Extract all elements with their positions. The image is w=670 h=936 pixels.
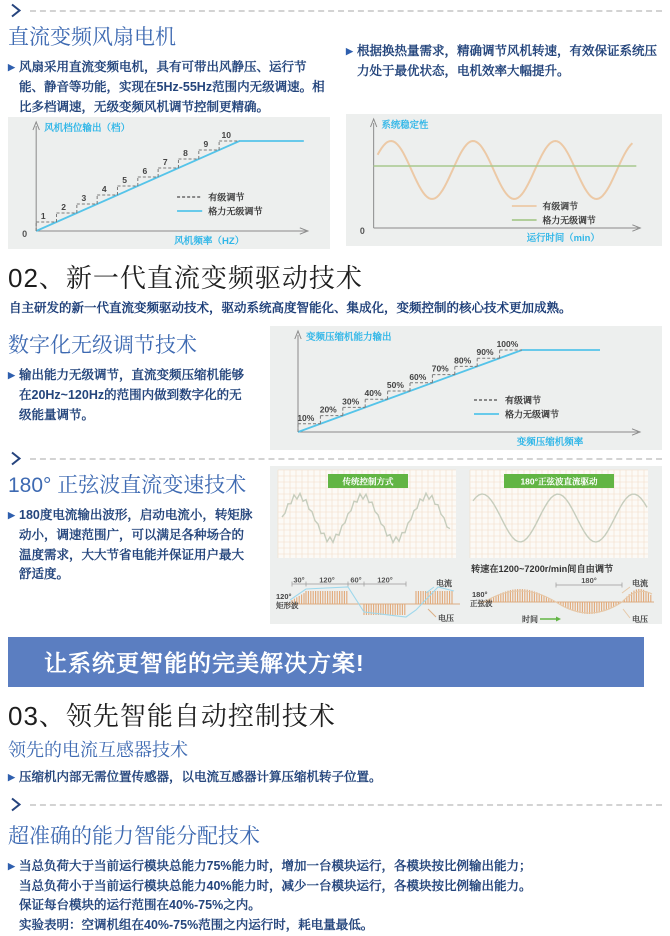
fan-motor-left-paragraph xyxy=(8,58,330,117)
svg-text:6: 6 xyxy=(142,166,148,176)
svg-text:格力无级调节: 格力无级调节 xyxy=(208,206,263,217)
svg-text:20%: 20% xyxy=(319,404,337,415)
svg-text:100%: 100% xyxy=(496,339,519,349)
svg-text:2: 2 xyxy=(61,202,66,212)
svg-text:1: 1 xyxy=(40,211,46,221)
digital-text-column xyxy=(8,326,254,450)
svg-text:40%: 40% xyxy=(364,388,382,399)
svg-text:60%: 60% xyxy=(409,371,427,382)
fan-step-chart xyxy=(8,117,330,249)
svg-text:120°: 120° xyxy=(319,575,335,585)
bullet-arrow-icon: ▶ xyxy=(8,510,15,520)
digital-paragraph xyxy=(8,366,254,425)
svg-text:120°: 120° xyxy=(377,575,393,585)
svg-text:4: 4 xyxy=(101,184,107,194)
svg-text:30°: 30° xyxy=(293,575,305,585)
fan-step-chart-panel xyxy=(8,117,330,249)
control-heading: 03、领先智能自动控制技术 xyxy=(8,701,336,731)
drive-tech-heading: 02、新一代直流变频驱动技术 xyxy=(8,263,363,293)
allocation-line: 实验表明：空调机组在40%-75%范围之内运行时，耗电量最低。 xyxy=(19,918,374,932)
svg-text:7: 7 xyxy=(162,157,168,167)
fan-motor-left-column xyxy=(8,18,330,249)
svg-text:格力无级调节: 格力无级调节 xyxy=(505,409,560,420)
fan-motor-right-paragraph xyxy=(346,42,662,82)
dashed-divider xyxy=(30,458,662,460)
svg-text:8: 8 xyxy=(183,148,188,158)
waveform-comparison-panel xyxy=(270,466,662,624)
svg-text:90%: 90% xyxy=(476,347,494,358)
svg-text:电流: 电流 xyxy=(632,579,648,588)
svg-text:80%: 80% xyxy=(454,355,472,366)
mid-separator xyxy=(10,451,662,466)
dashed-divider xyxy=(30,804,662,806)
svg-text:风机频率（HZ）: 风机频率（HZ） xyxy=(174,236,245,247)
digital-text: 输出能力无级调节，直流变频压缩机能够在20Hz~120Hz的范围内做到数字化的无级能量调节。 xyxy=(19,368,245,422)
svg-text:格力无级调节: 格力无级调节 xyxy=(542,215,596,226)
svg-text:10: 10 xyxy=(221,130,231,140)
current-transformer-paragraph xyxy=(8,768,662,788)
sine-section xyxy=(8,466,662,624)
svg-text:变频压缩机能力输出: 变频压缩机能力输出 xyxy=(306,332,392,343)
svg-text:180°: 180° xyxy=(581,576,597,585)
bullet-arrow-icon: ▶ xyxy=(8,860,15,871)
digital-section xyxy=(8,326,662,450)
svg-text:3: 3 xyxy=(81,193,87,203)
svg-text:电压: 电压 xyxy=(438,614,454,623)
svg-text:矩形波: 矩形波 xyxy=(276,601,299,610)
svg-text:有级调节: 有级调节 xyxy=(208,192,245,203)
allocation-line: ▶ 当总负荷大于当前运行模块总能力75%能力时，增加一台模块运行，各模块按比例输出能力； xyxy=(8,858,532,873)
svg-text:系统稳定性: 系统稳定性 xyxy=(381,119,429,132)
fan-motor-section xyxy=(8,18,662,249)
digital-title: 数字化无级调节技术 xyxy=(8,334,197,357)
compressor-step-chart xyxy=(270,326,662,450)
svg-text:电压: 电压 xyxy=(632,615,648,624)
svg-text:正弦波: 正弦波 xyxy=(470,599,493,608)
dashed-divider xyxy=(30,10,662,12)
svg-text:60°: 60° xyxy=(350,575,362,585)
allocation-paragraph xyxy=(8,857,662,936)
sine-paragraph xyxy=(8,506,254,585)
chevron-right-icon xyxy=(10,797,23,812)
svg-text:50%: 50% xyxy=(386,380,404,390)
svg-text:70%: 70% xyxy=(431,363,449,374)
chevron-right-icon xyxy=(10,3,23,18)
top-separator xyxy=(10,3,662,18)
svg-text:180°正弦波直流驱动: 180°正弦波直流驱动 xyxy=(520,476,598,487)
svg-text:10%: 10% xyxy=(297,412,315,423)
drive-tech-subtitle: 自主研发的新一代直流变频驱动技术，驱动系统高度智能化、集成化，变频控制的核心技术更加成熟。 xyxy=(9,301,572,315)
bullet-arrow-icon: ▶ xyxy=(346,46,353,56)
svg-text:180°: 180° xyxy=(472,590,488,599)
fan-motor-title: 直流变频风扇电机 xyxy=(8,26,176,49)
svg-text:时间: 时间 xyxy=(522,615,538,624)
current-transformer-text: 压缩机内部无需位置传感器，以电流互感器计算压缩机转子位置。 xyxy=(19,770,382,784)
allocation-line: 当总负荷小于当前运行模块总能力40%能力时，减少一台模块运行，各模块按比例输出能力。 xyxy=(19,878,532,893)
svg-text:0: 0 xyxy=(22,229,28,239)
svg-text:运行时间（min）: 运行时间（min） xyxy=(526,232,600,245)
svg-text:30%: 30% xyxy=(342,396,360,407)
allocation-line: 保证每台模块的运行范围在40%-75%之内。 xyxy=(19,898,261,913)
svg-text:有级调节: 有级调节 xyxy=(505,395,542,406)
svg-text:5: 5 xyxy=(122,175,127,185)
current-transformer-title: 领先的电流互感器技术 xyxy=(8,740,188,760)
stability-chart xyxy=(346,114,662,246)
svg-text:0: 0 xyxy=(359,225,365,237)
bullet-arrow-icon: ▶ xyxy=(8,62,15,72)
svg-text:风机档位输出（档）: 风机档位输出（档） xyxy=(44,123,131,134)
bottom-separator xyxy=(10,797,662,812)
svg-text:9: 9 xyxy=(203,139,209,149)
svg-text:变频压缩机频率: 变频压缩机频率 xyxy=(516,437,584,448)
allocation-title: 超准确的能力智能分配技术 xyxy=(8,824,260,848)
svg-text:120°: 120° xyxy=(276,592,292,601)
stability-chart-panel xyxy=(346,114,662,246)
svg-text:转速在1200~7200r/min间自由调节: 转速在1200~7200r/min间自由调节 xyxy=(471,564,614,574)
bullet-arrow-icon: ▶ xyxy=(8,370,15,380)
svg-text:电流: 电流 xyxy=(436,579,452,588)
bullet-arrow-icon: ▶ xyxy=(8,772,15,782)
svg-text:传统控制方式: 传统控制方式 xyxy=(342,476,394,487)
fan-motor-right-column xyxy=(346,18,662,249)
fan-motor-right-text: 根据换热量需求，精确调节风机转速，有效保证系统压力处于最优状态，电机效率大幅提升。 xyxy=(357,44,658,78)
chevron-right-icon xyxy=(10,451,23,466)
sine-text-column xyxy=(8,466,254,624)
fan-motor-left-text: 风扇采用直流变频电机，具有可带出风静压、运行节能、静音等功能，实现在5Hz-55Hz范围内无级调速。相比多档调速，无级变频风机调节控制更精确。 xyxy=(19,60,325,114)
compressor-step-chart-panel xyxy=(270,326,662,450)
svg-text:有级调节: 有级调节 xyxy=(542,201,579,212)
smart-solution-banner: 让系统更智能的完美解决方案! xyxy=(8,637,644,687)
sine-title: 180° 正弦波直流变速技术 xyxy=(8,474,247,497)
waveform-comparison-chart xyxy=(270,466,662,624)
allocation-section xyxy=(8,820,662,936)
sine-text: 180度电流输出波形，启动电流小，转矩脉动小，调速范围广，可以满足各种场合的温度需求，大大节省电能并保证用户最大舒适度。 xyxy=(19,508,253,582)
